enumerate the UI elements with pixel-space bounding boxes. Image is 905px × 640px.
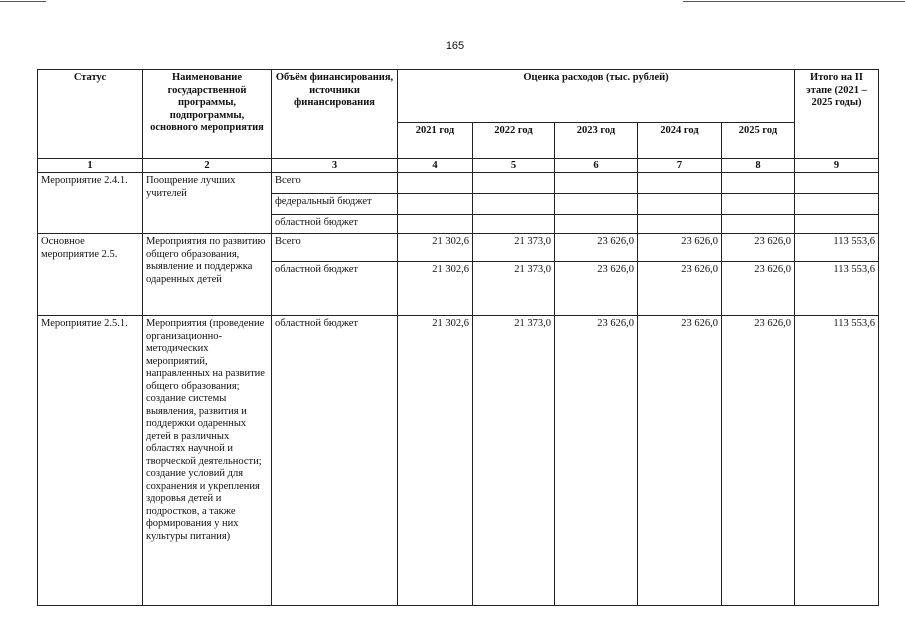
header-year: 2024 год bbox=[638, 123, 722, 159]
budget-table bbox=[37, 69, 879, 606]
header-year: 2023 год bbox=[555, 123, 638, 159]
total-cell bbox=[795, 215, 879, 234]
value-cell bbox=[555, 215, 638, 234]
total-cell: 113 553,6 bbox=[795, 262, 879, 316]
value-cell: 23 626,0 bbox=[638, 234, 722, 262]
column-number: 2 bbox=[143, 159, 272, 173]
column-number: 9 bbox=[795, 159, 879, 173]
column-number: 3 bbox=[272, 159, 398, 173]
row-name: Поощрение лучших учителей bbox=[143, 173, 272, 234]
value-cell bbox=[722, 215, 795, 234]
header-estimate: Оценка расходов (тыс. рублей) bbox=[398, 70, 795, 123]
row-name: Мероприятия по развитию общего образования, выявление и поддержка одаренных детей bbox=[143, 234, 272, 316]
value-cell: 23 626,0 bbox=[722, 316, 795, 606]
row-status: Мероприятие 2.5.1. bbox=[38, 316, 143, 606]
value-cell: 23 626,0 bbox=[555, 262, 638, 316]
value-cell bbox=[473, 215, 555, 234]
value-cell bbox=[722, 194, 795, 215]
value-cell bbox=[638, 215, 722, 234]
funding-source: Всего bbox=[272, 173, 398, 194]
page-edge-line-right bbox=[683, 1, 905, 2]
value-cell: 21 373,0 bbox=[473, 234, 555, 262]
row-status: Основное мероприятие 2.5. bbox=[38, 234, 143, 316]
header-funding: Объём финансирования, источники финансирования bbox=[272, 70, 398, 159]
total-cell: 113 553,6 bbox=[795, 316, 879, 606]
header-status: Статус bbox=[38, 70, 143, 159]
value-cell: 23 626,0 bbox=[722, 262, 795, 316]
value-cell: 23 626,0 bbox=[555, 316, 638, 606]
funding-source: федеральный бюджет bbox=[272, 194, 398, 215]
header-year: 2025 год bbox=[722, 123, 795, 159]
column-number: 4 bbox=[398, 159, 473, 173]
value-cell bbox=[555, 173, 638, 194]
value-cell: 21 302,6 bbox=[398, 316, 473, 606]
funding-source: областной бюджет bbox=[272, 215, 398, 234]
value-cell: 21 373,0 bbox=[473, 262, 555, 316]
header-total: Итого на II этапе (2021 – 2025 годы) bbox=[795, 70, 879, 159]
total-cell: 113 553,6 bbox=[795, 234, 879, 262]
value-cell: 23 626,0 bbox=[555, 234, 638, 262]
value-cell bbox=[398, 194, 473, 215]
value-cell bbox=[638, 173, 722, 194]
row-name: Мероприятия (проведение организационно-методических мероприятий, направленных на развитие общего образования; создание системы выявления, развития и поддержки одаренных детей в различных областях научной и творческой деятельности; создание условий для сохранения и укрепления здоровья детей и подростков, а также формирования у них культуры питания) bbox=[143, 316, 272, 606]
column-number: 1 bbox=[38, 159, 143, 173]
header-year: 2021 год bbox=[398, 123, 473, 159]
funding-source: областной бюджет bbox=[272, 316, 398, 606]
header-name: Наименование государственной программы, подпрограммы, основного мероприятия bbox=[143, 70, 272, 159]
page-edge-line-left bbox=[0, 1, 46, 2]
value-cell bbox=[473, 173, 555, 194]
value-cell: 21 373,0 bbox=[473, 316, 555, 606]
value-cell bbox=[555, 194, 638, 215]
value-cell bbox=[398, 215, 473, 234]
row-status: Мероприятие 2.4.1. bbox=[38, 173, 143, 234]
total-cell bbox=[795, 194, 879, 215]
value-cell bbox=[473, 194, 555, 215]
header-year: 2022 год bbox=[473, 123, 555, 159]
value-cell: 23 626,0 bbox=[638, 316, 722, 606]
value-cell: 21 302,6 bbox=[398, 262, 473, 316]
column-number: 7 bbox=[638, 159, 722, 173]
total-cell bbox=[795, 173, 879, 194]
column-number: 6 bbox=[555, 159, 638, 173]
column-number: 5 bbox=[473, 159, 555, 173]
value-cell bbox=[722, 173, 795, 194]
value-cell bbox=[398, 173, 473, 194]
column-number: 8 bbox=[722, 159, 795, 173]
value-cell: 21 302,6 bbox=[398, 234, 473, 262]
page-number: 165 bbox=[445, 40, 465, 52]
value-cell bbox=[638, 194, 722, 215]
value-cell: 23 626,0 bbox=[638, 262, 722, 316]
value-cell: 23 626,0 bbox=[722, 234, 795, 262]
funding-source: Всего bbox=[272, 234, 398, 262]
funding-source: областной бюджет bbox=[272, 262, 398, 316]
